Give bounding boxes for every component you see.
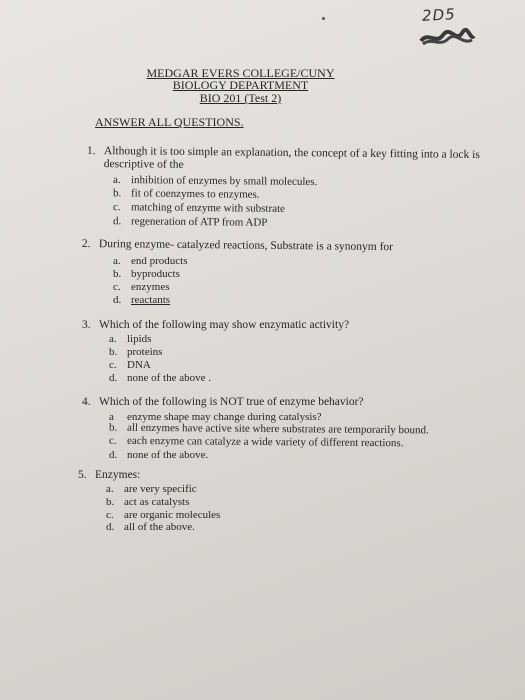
option-5a: a. are very specific <box>106 483 197 495</box>
option-1c: c. matching of enzyme with substrate <box>112 201 286 215</box>
option-1b: b. fit of coenzymes to enzymes. <box>112 187 260 201</box>
question-1 <box>86 144 487 171</box>
instructions: ANSWER ALL QUESTIONS. <box>95 115 244 129</box>
option-3a: a. lipids <box>109 333 152 345</box>
question-2 <box>81 237 482 254</box>
option-3d: d. none of the above . <box>109 372 211 384</box>
option-2c: c. enzymes <box>113 281 170 293</box>
question-stem: Although it is too simple an explanation, the concept of a key fitting into a lock is <box>103 145 480 162</box>
option-2d: d. reactants <box>113 294 171 306</box>
option-4c: c. each enzyme can catalyze a wide variety of different reactions. <box>108 434 404 450</box>
question-number: 3. <box>82 319 91 331</box>
option-5c: c. are organic molecules <box>106 509 221 521</box>
question-stem: Enzymes: <box>95 469 141 481</box>
option-5d: d. all of the above. <box>106 521 195 533</box>
option-1d: d. regeneration of ATP from ADP <box>112 215 268 229</box>
option-2a: a. end products <box>113 255 188 267</box>
question-number: 4. <box>82 396 91 408</box>
question-stem: Which of the following is NOT true of enzyme behavior? <box>99 396 364 408</box>
option-4a: a enzyme shape may change during catalysis? <box>109 411 322 423</box>
question-stem: During enzyme- catalyzed reactions, Substrate is a synonym for <box>98 238 394 254</box>
handwritten-mark: 2D5 <box>421 5 457 25</box>
department-name: BIOLOGY DEPARTMENT <box>172 78 309 92</box>
question-number: 2. <box>81 237 91 250</box>
question-stem: Which of the following may show enzymatic activity? <box>99 319 350 331</box>
scribble-mark <box>418 27 476 49</box>
option-2b: b. byproducts <box>113 268 180 280</box>
option-3c: c. DNA <box>109 359 151 371</box>
option-4b: b. all enzymes have active site where substrates are temporarily bound. <box>108 421 429 437</box>
ink-dot <box>322 17 325 20</box>
option-4d: d. none of the above. <box>109 449 209 461</box>
question-number: 1. <box>86 144 96 157</box>
question-number: 5. <box>78 469 87 481</box>
college-name: MEDGAR EVERS COLLEGE/CUNY <box>146 66 335 80</box>
option-5b: b. act as catalysts <box>106 496 190 508</box>
option-3b: b. proteins <box>109 346 163 358</box>
option-1a: a. inhibition of enzymes by small molecules. <box>112 173 318 189</box>
course-title: BIO 201 (Test 2) <box>199 91 282 105</box>
question-stem-continued: descriptive of the <box>103 158 184 171</box>
